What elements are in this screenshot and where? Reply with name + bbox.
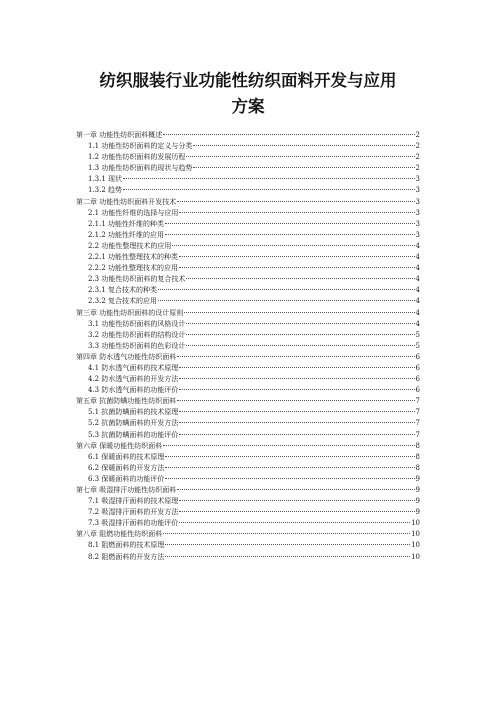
- toc-entry-label: 第四章 防水透气功能性纺织面料: [76, 352, 177, 361]
- toc-section-entry[interactable]: [76, 230, 420, 241]
- toc-section-entry[interactable]: [76, 418, 420, 429]
- toc-chapter-entry[interactable]: [76, 396, 420, 407]
- toc-dot-leader: [165, 556, 410, 557]
- toc-page-number: 2: [415, 131, 420, 139]
- toc-entry-label: 第八章 阻燃功能性纺织面料: [76, 530, 163, 539]
- toc-section-entry[interactable]: [76, 285, 420, 296]
- toc-entry-label: 第二章 功能性纺织面料开发技术: [76, 197, 177, 206]
- toc-section-entry[interactable]: [76, 552, 420, 563]
- toc-dot-leader: [179, 411, 414, 412]
- toc-section-entry[interactable]: [76, 374, 420, 385]
- toc-dot-leader: [193, 167, 414, 168]
- toc-page-number: 9: [415, 486, 420, 494]
- toc-page-number: 5: [415, 341, 420, 350]
- toc-dot-leader: [165, 234, 414, 235]
- toc-section-entry[interactable]: [76, 174, 420, 185]
- toc-section-entry[interactable]: [76, 341, 420, 352]
- toc-entry-label: 2.1.1 功能性纤维的种类: [88, 219, 165, 228]
- toc-entry-label: 1.2 功能性纺织面料的发展历程: [88, 153, 186, 162]
- toc-entry-label: 2.1.2 功能性纤维的应用: [88, 230, 165, 239]
- toc-entry-label: 1.3 功能性纺织面料的现状与趋势: [88, 164, 193, 173]
- toc-dot-leader: [179, 267, 414, 268]
- toc-section-entry[interactable]: [76, 507, 420, 518]
- toc-dot-leader: [179, 500, 414, 501]
- toc-page-number: 6: [415, 352, 420, 361]
- toc-section-entry[interactable]: [76, 474, 420, 485]
- toc-page-number: 4: [415, 275, 420, 284]
- toc-page-number: 9: [415, 508, 420, 517]
- toc-chapter-entry[interactable]: [76, 308, 420, 319]
- toc-page-number: 4: [415, 241, 420, 250]
- toc-chapter-entry[interactable]: [76, 485, 420, 496]
- toc-entry-label: 1.3.2 趋势: [88, 186, 123, 195]
- toc-entry-label: 3.2 功能性纺织面料的结构设计: [88, 330, 186, 339]
- toc-entry-label: 7.1 吸湿排汗面料的技术原理: [88, 497, 179, 506]
- title-line-2: 方案: [231, 97, 265, 116]
- toc-page-number: 3: [415, 186, 420, 195]
- toc-page-number: 3: [415, 197, 420, 206]
- table-of-contents: [76, 130, 420, 563]
- toc-dot-leader: [177, 201, 414, 202]
- toc-chapter-entry[interactable]: [76, 352, 420, 363]
- toc-section-entry[interactable]: [76, 141, 420, 152]
- toc-page-number: 7: [415, 408, 420, 417]
- toc-entry-label: 第六章 保暖功能性纺织面料: [76, 441, 163, 450]
- toc-entry-label: 1.1 功能性纺织面料的定义与分类: [88, 142, 193, 151]
- toc-dot-leader: [179, 256, 414, 257]
- toc-entry-label: 6.3 保暖面料的功能评价: [88, 474, 165, 483]
- toc-entry-label: 1.3.1 现状: [88, 175, 123, 184]
- toc-page-number: 2: [415, 142, 420, 151]
- toc-dot-leader: [177, 489, 414, 490]
- toc-page-number: 7: [415, 419, 420, 428]
- toc-page-number: 9: [415, 474, 420, 483]
- toc-section-entry[interactable]: [76, 219, 420, 230]
- toc-section-entry[interactable]: [76, 185, 420, 196]
- toc-entry-label: 2.1 功能性纤维的选择与应用: [88, 208, 179, 217]
- toc-page-number: 7: [415, 430, 420, 439]
- toc-dot-leader: [165, 223, 414, 224]
- toc-dot-leader: [165, 544, 410, 545]
- toc-dot-leader: [193, 145, 414, 146]
- toc-dot-leader: [179, 422, 414, 423]
- toc-entry-label: 第一章 功能性纺织面料概述: [76, 131, 163, 139]
- toc-dot-leader: [163, 134, 414, 135]
- toc-section-entry[interactable]: [76, 385, 420, 396]
- toc-entry-label: 8.2 阻燃面料的开发方法: [88, 552, 165, 561]
- toc-page-number: 3: [415, 230, 420, 239]
- toc-section-entry[interactable]: [76, 263, 420, 274]
- toc-entry-label: 6.1 保暖面料的技术原理: [88, 452, 165, 461]
- toc-section-entry[interactable]: [76, 363, 420, 374]
- toc-page-number: 8: [415, 463, 420, 472]
- toc-entry-label: 5.3 抗菌防螨面料的功能评价: [88, 430, 179, 439]
- toc-dot-leader: [123, 189, 414, 190]
- toc-page-number: 5: [415, 330, 420, 339]
- toc-page-number: 6: [415, 375, 420, 384]
- toc-dot-leader: [179, 522, 410, 523]
- toc-dot-leader: [186, 278, 414, 279]
- toc-entry-label: 3.3 功能性纺织面料的色彩设计: [88, 341, 186, 350]
- toc-page-number: 10: [411, 530, 420, 539]
- toc-entry-label: 7.3 吸湿排汗面料的功能评价: [88, 519, 179, 528]
- toc-dot-leader: [177, 356, 414, 357]
- toc-dot-leader: [165, 478, 414, 479]
- toc-section-entry[interactable]: [76, 274, 420, 285]
- toc-entry-label: 4.2 防水透气面料的开发方法: [88, 375, 179, 384]
- document-title: [0, 68, 496, 120]
- toc-page-number: 4: [415, 286, 420, 295]
- toc-page-number: 2: [415, 153, 420, 162]
- toc-entry-label: 3.1 功能性纺织面料的风格设计: [88, 319, 186, 328]
- toc-dot-leader: [158, 289, 414, 290]
- toc-entry-label: 第七章 吸湿排汗功能性纺织面料: [76, 486, 177, 494]
- toc-section-entry[interactable]: [76, 496, 420, 507]
- toc-page-number: 4: [415, 253, 420, 262]
- toc-entry-label: 第五章 抗菌防螨功能性纺织面料: [76, 397, 177, 406]
- toc-section-entry[interactable]: [76, 208, 420, 219]
- toc-dot-leader: [186, 334, 414, 335]
- toc-section-entry[interactable]: [76, 463, 420, 474]
- toc-section-entry[interactable]: [76, 252, 420, 263]
- toc-entry-label: 4.3 防水透气面料的功能评价: [88, 386, 179, 395]
- toc-section-entry[interactable]: [76, 452, 420, 463]
- toc-section-entry[interactable]: [76, 319, 420, 330]
- toc-entry-label: 2.2 功能性整理技术的应用: [88, 241, 172, 250]
- toc-page-number: 7: [415, 397, 420, 406]
- toc-dot-leader: [179, 212, 414, 213]
- toc-page-number: 6: [415, 386, 420, 395]
- toc-dot-leader: [179, 511, 414, 512]
- toc-entry-label: 8.1 阻燃面料的技术原理: [88, 541, 165, 550]
- toc-dot-leader: [179, 378, 414, 379]
- toc-section-entry[interactable]: [76, 296, 420, 307]
- toc-page-number: 8: [415, 452, 420, 461]
- toc-dot-leader: [177, 400, 414, 401]
- toc-dot-leader: [172, 245, 414, 246]
- toc-section-entry[interactable]: [76, 540, 420, 551]
- toc-page-number: 3: [415, 175, 420, 184]
- toc-entry-label: 4.1 防水透气面料的技术原理: [88, 363, 179, 372]
- toc-dot-leader: [184, 312, 414, 313]
- toc-entry-label: 6.2 保暖面料的开发方法: [88, 463, 165, 472]
- toc-section-entry[interactable]: [76, 430, 420, 441]
- toc-page-number: 4: [415, 319, 420, 328]
- toc-entry-label: 2.2.2 功能性整理技术的应用: [88, 264, 179, 273]
- toc-dot-leader: [163, 533, 410, 534]
- toc-page-number: 4: [415, 308, 420, 317]
- toc-page-number: 3: [415, 219, 420, 228]
- toc-page-number: 2: [415, 164, 420, 173]
- toc-entry-label: 2.3.1 复合技术的种类: [88, 286, 158, 295]
- toc-dot-leader: [179, 389, 414, 390]
- toc-entry-label: 2.3.2 复合技术的应用: [88, 297, 158, 306]
- toc-dot-leader: [165, 456, 414, 457]
- toc-section-entry[interactable]: [76, 330, 420, 341]
- toc-dot-leader: [158, 300, 414, 301]
- toc-chapter-entry[interactable]: [76, 197, 420, 208]
- toc-page-number: 10: [411, 519, 420, 528]
- toc-dot-leader: [123, 178, 414, 179]
- toc-section-entry[interactable]: [76, 518, 420, 529]
- toc-section-entry[interactable]: [76, 163, 420, 174]
- toc-dot-leader: [179, 434, 414, 435]
- toc-chapter-entry[interactable]: [76, 529, 420, 540]
- toc-page-number: 10: [411, 541, 420, 550]
- toc-dot-leader: [186, 345, 414, 346]
- toc-page-number: 9: [415, 497, 420, 506]
- toc-page-number: 10: [411, 552, 420, 561]
- toc-dot-leader: [186, 323, 414, 324]
- toc-page-number: 4: [415, 297, 420, 306]
- toc-dot-leader: [163, 445, 414, 446]
- toc-entry-label: 2.2.1 功能性整理技术的种类: [88, 253, 179, 262]
- toc-entry-label: 5.2 抗菌防螨面料的开发方法: [88, 419, 179, 428]
- toc-page-number: 6: [415, 363, 420, 372]
- title-line-1: 纺织服装行业功能性纺织面料开发与应用: [99, 71, 397, 90]
- toc-page-number: 4: [415, 264, 420, 273]
- toc-page-number: 8: [415, 441, 420, 450]
- toc-entry-label: 第三章 功能性纺织面料的设计原则: [76, 308, 184, 317]
- toc-entry-label: 5.1 抗菌防螨面料的技术原理: [88, 408, 179, 417]
- toc-dot-leader: [186, 156, 414, 157]
- toc-entry-label: 7.2 吸湿排汗面料的开发方法: [88, 508, 179, 517]
- toc-section-entry[interactable]: [76, 152, 420, 163]
- toc-dot-leader: [165, 467, 414, 468]
- toc-page-number: 3: [415, 208, 420, 217]
- toc-chapter-entry[interactable]: [76, 441, 420, 452]
- toc-dot-leader: [179, 367, 414, 368]
- toc-entry-label: 2.3 功能性纺织面料的复合技术: [88, 275, 186, 284]
- toc-chapter-entry[interactable]: [76, 130, 420, 141]
- toc-section-entry[interactable]: [76, 241, 420, 252]
- toc-section-entry[interactable]: [76, 407, 420, 418]
